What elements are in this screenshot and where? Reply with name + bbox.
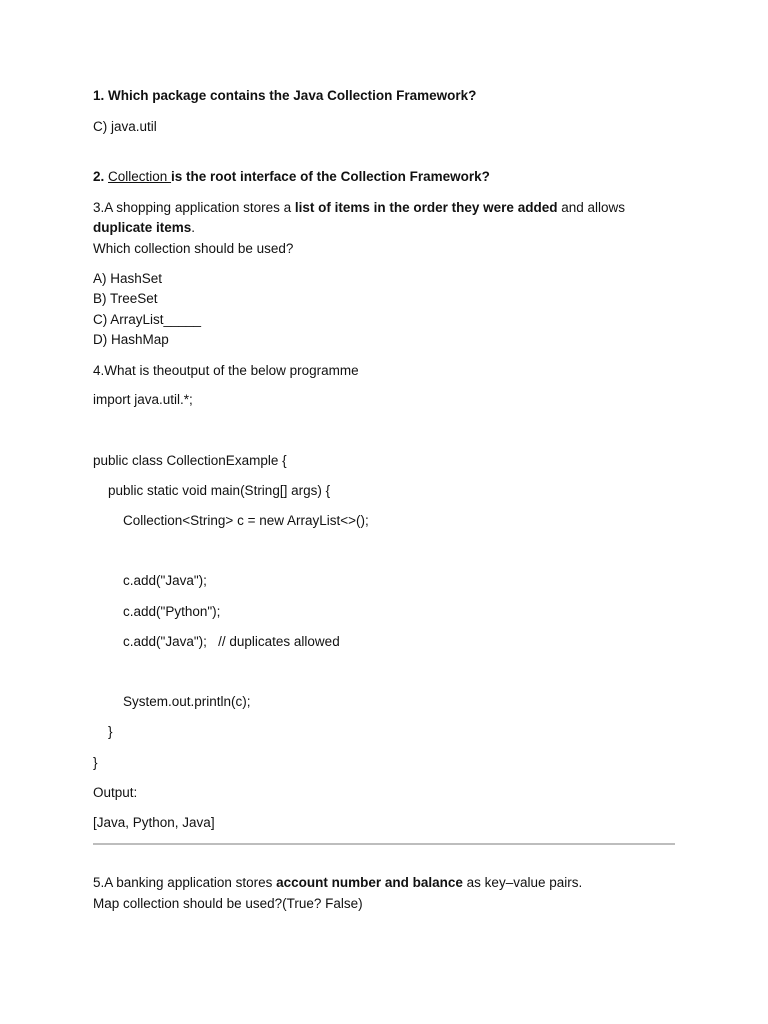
q5-question: Map collection should be used?(True? False): [93, 896, 363, 911]
q1-answer: C) java.util: [93, 119, 157, 134]
horizontal-divider: [93, 843, 675, 845]
code-line: }: [93, 724, 113, 739]
q3-option-c: C) ArrayList_____: [93, 312, 202, 327]
q3-intro-bold-2: duplicate items: [93, 220, 192, 235]
q3-intro-bold-1: list of items in the order they were added: [294, 200, 558, 215]
q3-intro-cont: [93, 219, 195, 237]
q3-option-b: B) TreeSet: [93, 291, 158, 306]
q2-question: [93, 168, 490, 186]
q3-option-a: A) HashSet: [93, 271, 163, 286]
q4-output-label: Output:: [93, 785, 138, 800]
code-line: System.out.println(c);: [93, 694, 251, 709]
q4-output-value: [Java, Python, Java]: [93, 815, 215, 830]
code-line: c.add("Java"); // duplicates allowed: [93, 634, 340, 649]
q3-option-d: D) HashMap: [93, 332, 169, 347]
q1-question: 1. Which package contains the Java Collection Framework?: [93, 88, 477, 103]
q5-intro: [93, 874, 582, 892]
code-line: c.add("Python");: [93, 604, 221, 619]
code-line: }: [93, 755, 98, 770]
q3-intro-start: 3.A shopping application stores a: [93, 200, 295, 215]
q2-number: 2.: [93, 169, 109, 184]
q3-intro: [93, 199, 625, 217]
q3-intro-end: .: [191, 220, 196, 235]
q4-question: 4.What is theoutput of the below programme: [93, 363, 359, 378]
code-line: Collection<String> c = new ArrayList<>();: [93, 513, 369, 528]
q2-question-text: is the root interface of the Collection Framework?: [171, 169, 490, 184]
code-line: public class CollectionExample {: [93, 453, 287, 468]
code-line: public static void main(String[] args) {: [93, 483, 331, 498]
q5-intro-end: as key–value pairs.: [462, 875, 583, 890]
code-line: c.add("Java");: [93, 573, 207, 588]
q3-intro-mid: and allows: [557, 200, 625, 215]
q5-intro-start: 5.A banking application stores: [93, 875, 277, 890]
q5-intro-bold: account number and balance: [276, 875, 463, 890]
code-line: import java.util.*;: [93, 392, 193, 407]
q3-question: Which collection should be used?: [93, 241, 294, 256]
q2-blank-answer: Collection: [108, 169, 172, 184]
